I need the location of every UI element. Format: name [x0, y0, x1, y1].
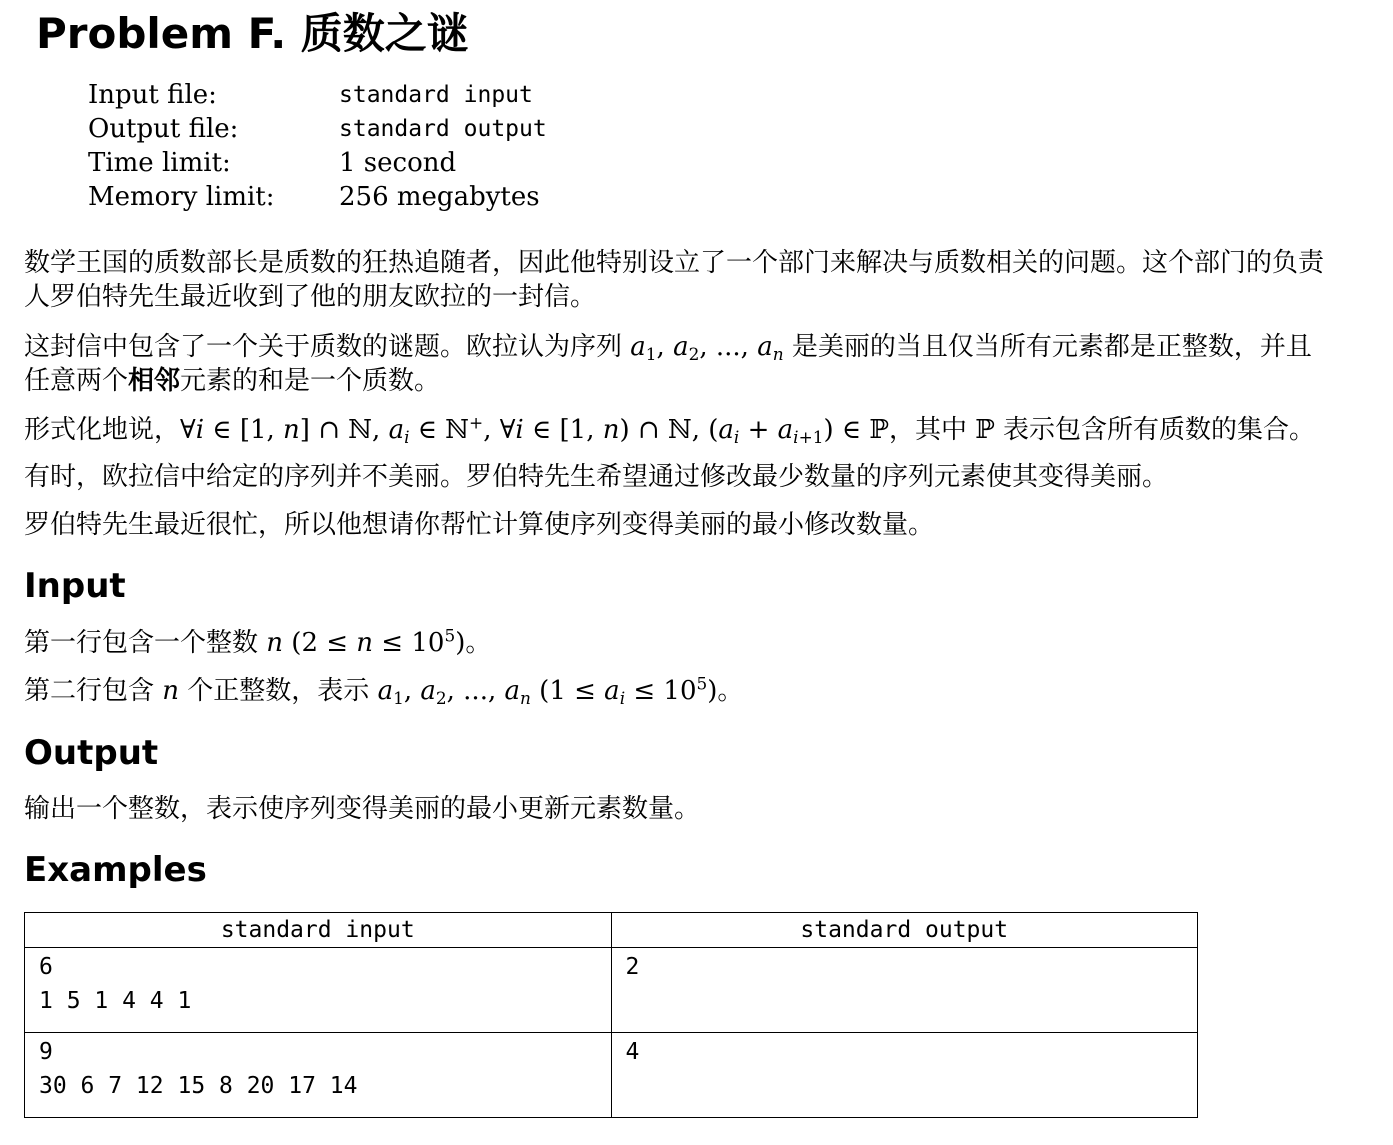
output-line-1: 输出一个整数，表示使序列变得美丽的最小更新元素数量。: [24, 794, 701, 824]
math-formal-definition: ∀i ∈ [1, n] ∩ ℕ, $a_i$ ∈ ℕ+, ∀i ∈ [1, n) ∩ ℕ, $(a_i + a_{i+1})$ ∈ ℙ: [180, 412, 889, 448]
limit-label: Output file:: [88, 114, 239, 144]
example-input-cell[interactable]: [25, 948, 612, 1033]
input-heading: Input: [24, 566, 126, 606]
limit-value: standard input: [339, 82, 533, 108]
statement-paragraph-5: 罗伯特先生最近很忙，所以他想请你帮忙计算使序列变得美丽的最小修改数量。: [24, 510, 935, 540]
statement-text: 元素的和是一个质数。: [180, 366, 441, 396]
limit-value: 1 second: [339, 148, 457, 178]
bold-keyword: 相邻: [128, 366, 181, 396]
example-input-line: 6: [39, 954, 53, 980]
example-output-line: 2: [625, 954, 640, 980]
statement-paragraph-3: [24, 413, 1334, 447]
statement-paragraph-4: 有时，欧拉信中给定的序列并不美丽。罗伯特先生希望通过修改最少数量的序列元素使其变得美丽。: [24, 462, 1169, 492]
limit-label: Input file:: [88, 80, 217, 110]
statement-paragraph-1: 数学王国的质数部长是质数的狂热追随者，因此他特别设立了一个部门来解决与质数相关的问题。这个部门的负责人罗伯特先生最近收到了他的朋友欧拉的一封信。: [24, 248, 1325, 312]
input-line-2: [24, 674, 1334, 708]
input-text: 第一行包含一个整数: [24, 628, 259, 658]
input-text: 。: [465, 628, 492, 658]
input-text: 第二行包含: [24, 676, 155, 706]
math-n-constraint: n $(2 \le n \le 10^5)$: [266, 625, 466, 658]
math-sequence: $a_1$, $a_2$, ..., $a_n$: [630, 332, 784, 365]
math-n: n: [162, 676, 180, 706]
example-input-line: 30 6 7 12 15 8 20 17 14: [39, 1073, 358, 1099]
input-text: 个正整数，表示: [187, 676, 370, 706]
page-title: Problem F. 质数之谜: [36, 9, 469, 58]
header-standard-input: standard input: [25, 913, 612, 948]
example-row: [25, 1033, 1198, 1118]
limit-value: standard output: [339, 116, 547, 142]
math-a-constraint: $a_1$, $a_2$, ..., $a_n$ $(1 \le a_i \le 10^5)$: [377, 673, 718, 709]
example-input-line: 9: [39, 1039, 53, 1065]
limit-label: Memory limit:: [88, 182, 275, 212]
limit-label: Time limit:: [88, 148, 231, 178]
output-heading: Output: [24, 733, 159, 773]
example-output-cell[interactable]: [611, 1033, 1198, 1118]
statement-text: 这封信中包含了一个关于质数的谜题。欧拉认为序列: [24, 332, 623, 362]
examples-table: [24, 912, 1198, 1118]
statement-text: 是美丽的当且仅当所有元素都是正整数，并且任意两个: [24, 332, 1312, 396]
example-output-line: 4: [625, 1039, 640, 1065]
example-output-cell[interactable]: [611, 948, 1198, 1033]
statement-text: 形式化地说，: [24, 415, 181, 445]
limit-value: 256 megabytes: [339, 182, 540, 212]
examples-header-row: [25, 913, 1198, 948]
input-line-1: [24, 626, 1334, 660]
statement-paragraph-2: [24, 330, 1334, 398]
statement-text: ，其中 ℙ 表示包含所有质数的集合。: [888, 415, 1316, 445]
example-row: [25, 948, 1198, 1033]
example-input-cell[interactable]: [25, 1033, 612, 1118]
header-standard-output: standard output: [611, 913, 1198, 948]
examples-heading: Examples: [24, 850, 207, 890]
example-input-line: 1 5 1 4 4 1: [39, 988, 192, 1014]
input-text: 。: [717, 676, 744, 706]
